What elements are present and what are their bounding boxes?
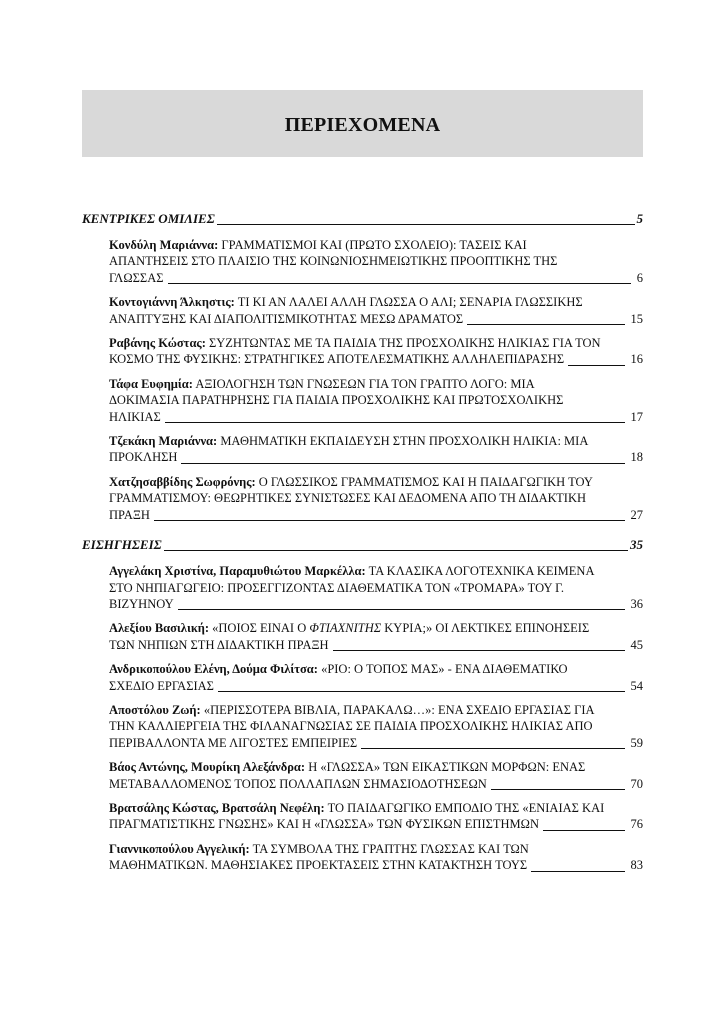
entry-line — [109, 637, 643, 653]
leader-line — [568, 365, 624, 366]
leader-line — [467, 324, 624, 325]
leader-line — [361, 748, 624, 749]
entry-text — [109, 376, 535, 392]
toc-entry[interactable] — [109, 800, 643, 833]
leader-line — [491, 789, 625, 790]
entry-title-text: ΓΡΑΜΜΑΤΙΣΜΟΙ ΚΑΙ (ΠΡΩΤΟ ΣΧΟΛΕΙΟ): ΤΑΣΕΙΣ ΚΑΙ — [221, 238, 527, 252]
toc-entry[interactable] — [109, 620, 643, 653]
entry-title-text: ΤΑ ΚΛΑΣΙΚΑ ΛΟΓΟΤΕΧΝΙΚΑ ΚΕΙΜΕΝΑ — [368, 564, 595, 579]
section-page-number: 35 — [630, 537, 643, 553]
entry-title-text: ΤΟ ΠΑΙΔΑΓΩΓΙΚΟ ΕΜΠΟΔΙΟ ΤΗΣ «ΕΝΙΑΙΑΣ ΚΑΙ — [327, 800, 605, 815]
entry-author: Κοντογιάννη Άλκηστις: — [109, 295, 235, 310]
entry-line — [109, 237, 643, 253]
entry-text — [109, 392, 563, 408]
toc-entry[interactable] — [109, 563, 643, 612]
entry-title-text: Η «ΓΛΩΣΣΑ» ΤΩΝ ΕΙΚΑΣΤΙΚΩΝ ΜΟΡΦΩΝ: ΕΝΑΣ — [308, 760, 586, 775]
entry-page-number: 83 — [630, 858, 643, 873]
contents-header — [82, 90, 643, 157]
entry-title-text: ΑΞΙΟΛΟΓΗΣΗ ΤΩΝ ΓΝΩΣΕΩΝ ΓΙΑ ΤΟΝ ΓΡΑΠΤΟ ΛΟΓΟ: ΜΙΑ — [195, 376, 535, 391]
entry-author: Βρατσάλης Κώστας, Βρατσάλη Νεφέλη: — [109, 800, 325, 815]
entry-title-text: ΠΡΑΞΗ — [109, 507, 150, 522]
entry-title-text: ΤΑ ΣΥΜΒΟΛΑ ΤΗΣ ΓΡΑΠΤΗΣ ΓΛΩΣΣΑΣ ΚΑΙ ΤΩΝ — [252, 841, 529, 856]
table-of-contents — [82, 211, 643, 874]
leader-line — [181, 463, 624, 464]
entry-title-text: ΠΕΡΙΒΑΛΛΟΝΤΑ ΜΕ ΛΙΓΟΣΤΕΣ ΕΜΠΕΙΡΙΕΣ — [109, 735, 358, 750]
entry-text — [109, 816, 539, 832]
entry-author: Ανδρικοπούλου Ελένη, Δούμα Φιλίτσα: — [109, 662, 318, 677]
leader-line — [531, 871, 624, 872]
entry-author: Ραβάνης Κώστας: — [109, 336, 206, 351]
entry-page-number: 76 — [630, 817, 643, 832]
entry-line — [109, 841, 643, 857]
entry-title-text: ΣΥΖΗΤΩΝΤΑΣ ΜΕ ΤΑ ΠΑΙΔΙΑ ΤΗΣ ΠΡΟΣΧΟΛΙΚΗΣ ΗΛΙΚΙΑΣ ΓΙΑ ΤΟΝ — [208, 336, 601, 351]
entry-page-number: 16 — [630, 352, 643, 367]
entry-line — [109, 702, 643, 718]
entry-text — [109, 294, 583, 310]
leader-line — [168, 283, 631, 284]
entry-line — [109, 409, 643, 425]
leader-line — [165, 422, 625, 423]
toc-entry[interactable] — [109, 702, 643, 751]
section-label: ΕΙΣΗΓΗΣΕΙΣ — [82, 537, 162, 553]
toc-entry[interactable] — [109, 841, 643, 874]
entry-text — [109, 841, 529, 857]
entry-text — [109, 449, 177, 465]
entry-text — [109, 474, 593, 490]
toc-entry[interactable] — [109, 376, 643, 425]
entry-title-text: ΓΛΩΣΣΑΣ — [109, 270, 164, 285]
entry-text — [109, 596, 174, 612]
entry-text — [109, 857, 527, 873]
entry-page-number: 45 — [630, 637, 643, 652]
toc-entry[interactable] — [109, 474, 643, 523]
entry-title-text: ΜΑΘΗΜΑΤΙΚΩΝ. ΜΑΘΗΣΙΑΚΕΣ ΠΡΟΕΚΤΑΣΕΙΣ ΣΤΗΝ ΚΑΤΑΚΤΗΣΗ ΤΟΥΣ — [109, 858, 528, 873]
entry-title-text: ΤΗΝ ΚΑΛΛΙΕΡΓΕΙΑ ΤΗΣ ΦΙΛΑΝΑΓΝΩΣΙΑΣ ΣΕ ΠΑΙΔΙΑ ΠΡΟΣΧΟΛΙΚΗΣ ΗΛΙΚΙΑΣ ΑΠΟ — [109, 719, 593, 734]
entry-title-text: ΤΩΝ ΝΗΠΙΩΝ ΣΤΗ ΔΙΔΑΚΤΙΚΗ ΠΡΑΞΗ — [109, 637, 329, 652]
entry-line — [109, 449, 643, 465]
entry-title-text: «ΠΟΙΟΣ ΕΙΝΑΙ Ο ΦΤΙΑΧΝΙΤΗΣ ΚΥΡΙΑ;» ΟΙ ΛΕΚΤΙΚΕΣ ΕΠΙΝΟΗΣΕΙΣ — [212, 621, 590, 636]
toc-entry[interactable] — [109, 759, 643, 792]
entry-text — [109, 490, 586, 506]
entry-text — [109, 735, 357, 751]
entry-line — [109, 351, 643, 367]
entry-text — [109, 718, 593, 734]
entry-author: Χατζησαββίδης Σωφρόνης: — [109, 474, 256, 489]
entry-title-text: ΠΡΟΚΛΗΣΗ — [109, 450, 178, 465]
entry-title-text: ΑΝΑΠΤΥΞΗΣ ΚΑΙ ΔΙΑΠΟΛΙΤΙΣΜΙΚΟΤΗΤΑΣ ΜΕΣΩ ΔΡΑΜΑΤΟΣ — [109, 311, 464, 326]
toc-entry[interactable] — [109, 433, 643, 466]
entry-title-text: ΤΙ ΚΙ ΑΝ ΛΑΛΕΙ ΑΛΛΗ ΓΛΩΣΣΑ Ο ΑΛΙ; ΣΕΝΑΡΙΑ ΓΛΩΣΣΙΚΗΣ — [237, 295, 583, 310]
entry-page-number: 70 — [630, 776, 643, 791]
entry-text — [109, 351, 564, 367]
entry-title-text: ΒΙΖΥΗΝΟΥ — [109, 596, 174, 611]
entry-author: Αποστόλου Ζωή: — [109, 702, 201, 717]
entry-title-text: ΣΤΟ ΝΗΠΙΑΓΩΓΕΙΟ: ΠΡΟΣΕΓΓΙΖΟΝΤΑΣ ΔΙΑΘΕΜΑΤΙΚΑ ΤΟΝ «ΤΡΟΜΑΡΑ» ΤΟΥ Γ. — [109, 580, 565, 595]
entry-line — [109, 294, 643, 310]
entry-text — [109, 702, 595, 718]
entry-page-number: 18 — [630, 450, 643, 465]
entry-italic-word: ΦΤΙΑΧΝΙΤΗΣ — [309, 621, 382, 636]
entry-title-text: ΗΛΙΚΙΑΣ — [109, 409, 161, 424]
entry-author: Κονδύλη Μαριάννα: — [109, 238, 219, 252]
entry-page-number: 54 — [630, 678, 643, 693]
entry-line — [109, 311, 643, 327]
entry-line — [109, 563, 643, 579]
section-label: ΚΕΝΤΡΙΚΕΣ ΟΜΙΛΙΕΣ — [82, 211, 215, 226]
leader-line — [543, 830, 625, 831]
entry-line — [109, 800, 643, 816]
entry-line — [109, 620, 643, 636]
entry-text — [109, 237, 527, 253]
entry-text — [109, 507, 150, 523]
entry-text — [109, 253, 557, 269]
entry-author: Αγγελάκη Χριστίνα, Παραμυθιώτου Μαρκέλλα: — [109, 564, 366, 579]
entry-page-number: 15 — [630, 311, 643, 326]
entry-text — [109, 776, 487, 792]
entry-line — [109, 816, 643, 832]
leader-line — [217, 224, 635, 225]
entry-title-text: «ΠΕΡΙΣΣΟΤΕΡΑ ΒΙΒΛΙΑ, ΠΑΡΑΚΑΛΩ…»: ΕΝΑ ΣΧΕΔΙΟ ΕΡΓΑΣΙΑΣ ΓΙΑ — [203, 702, 595, 717]
entry-page-number: 17 — [630, 409, 643, 424]
toc-entry[interactable] — [109, 335, 643, 368]
entry-line — [109, 661, 643, 677]
toc-entry[interactable] — [109, 237, 643, 286]
entry-title-text: ΔΟΚΙΜΑΣΙΑ ΠΑΡΑΤΗΡΗΣΗΣ ΓΙΑ ΠΑΙΔΙΑ ΠΡΟΣΧΟΛΙΚΗΣ ΚΑΙ ΠΡΩΤΟΣΧΟΛΙΚΗΣ — [109, 393, 564, 408]
entry-title-text: Ο ΓΛΩΣΣΙΚΟΣ ΓΡΑΜΜΑΤΙΣΜΟΣ ΚΑΙ Η ΠΑΙΔΑΓΩΓΙΚΗ ΤΟΥ — [258, 474, 593, 489]
leader-line — [154, 520, 625, 521]
entry-line — [109, 507, 643, 523]
entry-author: Τζεκάκη Μαριάννα: — [109, 434, 218, 449]
entry-line — [109, 376, 643, 392]
leader-line — [333, 650, 625, 651]
entry-title-text: ΑΠΑΝΤΗΣΕΙΣ ΣΤΟ ΠΛΑΙΣΙΟ ΤΗΣ ΚΟΙΝΩΝΙΟΣΗΜΕΙΩΤΙΚΗΣ ΠΡΟΟΠΤΙΚΗΣ ΤΗΣ — [109, 254, 558, 269]
entry-title-text: «ΡΙΟ: Ο ΤΟΠΟΣ ΜΑΣ» - ΕΝΑ ΔΙΑΘΕΜΑΤΙΚΟ — [321, 662, 568, 677]
entry-line — [109, 596, 643, 612]
entry-text — [109, 759, 585, 775]
section-heading[interactable] — [82, 537, 643, 553]
entry-title-text: ΚΟΣΜΟ ΤΗΣ ΦΥΣΙΚΗΣ: ΣΤΡΑΤΗΓΙΚΕΣ ΑΠΟΤΕΛΕΣΜΑΤΙΚΗΣ ΑΛΛΗΛΕΠΙΔΡΑΣΗΣ — [109, 352, 565, 367]
entry-page-number: 27 — [630, 507, 643, 522]
section-heading[interactable] — [82, 211, 643, 227]
entry-text — [109, 580, 564, 596]
entry-author: Τάφα Ευφημία: — [109, 376, 193, 391]
section-page-number: 5 — [636, 211, 643, 226]
entry-text — [109, 661, 568, 677]
entry-line — [109, 392, 643, 408]
toc-entry[interactable] — [109, 294, 643, 327]
entry-text — [109, 335, 601, 351]
entry-line — [109, 580, 643, 596]
entry-author: Αλεξίου Βασιλική: — [109, 621, 210, 636]
entry-title-text: ΣΧΕΔΙΟ ΕΡΓΑΣΙΑΣ — [109, 678, 214, 693]
entry-text — [109, 637, 329, 653]
entry-line — [109, 474, 643, 490]
entry-author: Γιαννικοπούλου Αγγελική: — [109, 841, 250, 856]
entry-page-number: 36 — [630, 596, 643, 611]
entry-line — [109, 678, 643, 694]
entry-text — [109, 409, 161, 425]
leader-line — [164, 550, 628, 551]
entry-page-number: 59 — [630, 735, 643, 750]
entry-title-text: ΜΑΘΗΜΑΤΙΚΗ ΕΚΠΑΙΔΕΥΣΗ ΣΤΗΝ ΠΡΟΣΧΟΛΙΚΗ ΗΛΙΚΙΑ: ΜΙΑ — [220, 434, 589, 449]
leader-line — [218, 691, 625, 692]
entry-title-text: ΠΡΑΓΜΑΤΙΣΤΙΚΗΣ ΓΝΩΣΗΣ» ΚΑΙ Η «ΓΛΩΣΣΑ» ΤΩΝ ΦΥΣΙΚΩΝ ΕΠΙΣΤΗΜΩΝ — [109, 817, 539, 832]
entry-line — [109, 270, 643, 286]
entry-text — [109, 620, 589, 636]
toc-entry[interactable] — [109, 661, 643, 694]
entry-line — [109, 735, 643, 751]
entry-text — [109, 678, 214, 694]
entry-line — [109, 857, 643, 873]
entry-page-number: 6 — [636, 270, 643, 285]
entry-line — [109, 335, 643, 351]
entry-line — [109, 490, 643, 506]
entry-line — [109, 776, 643, 792]
entry-line — [109, 433, 643, 449]
page-title: ΠΕΡΙΕΧΟΜΕΝΑ — [284, 114, 441, 136]
entry-line — [109, 718, 643, 734]
entry-title-text: ΓΡΑΜΜΑΤΙΣΜΟΥ: ΘΕΩΡΗΤΙΚΕΣ ΣΥΝΙΣΤΩΣΕΣ ΚΑΙ ΔΕΔΟΜΕΝΑ ΑΠΟ ΤΗ ΔΙΔΑΚΤΙΚΗ — [109, 491, 586, 506]
entry-line — [109, 253, 643, 269]
entry-title-text: ΜΕΤΑΒΑΛΛΟΜΕΝΟΣ ΤΟΠΟΣ ΠΟΛΛΑΠΛΩΝ ΣΗΜΑΣΙΟΔΟΤΗΣΕΩΝ — [109, 776, 487, 791]
entry-text — [109, 800, 604, 816]
entry-text — [109, 563, 594, 579]
entry-text — [109, 433, 588, 449]
entry-text — [109, 311, 463, 327]
entry-author: Βάος Αντώνης, Μουρίκη Αλεξάνδρα: — [109, 760, 306, 775]
entry-text — [109, 270, 164, 286]
entry-line — [109, 759, 643, 775]
leader-line — [178, 609, 625, 610]
